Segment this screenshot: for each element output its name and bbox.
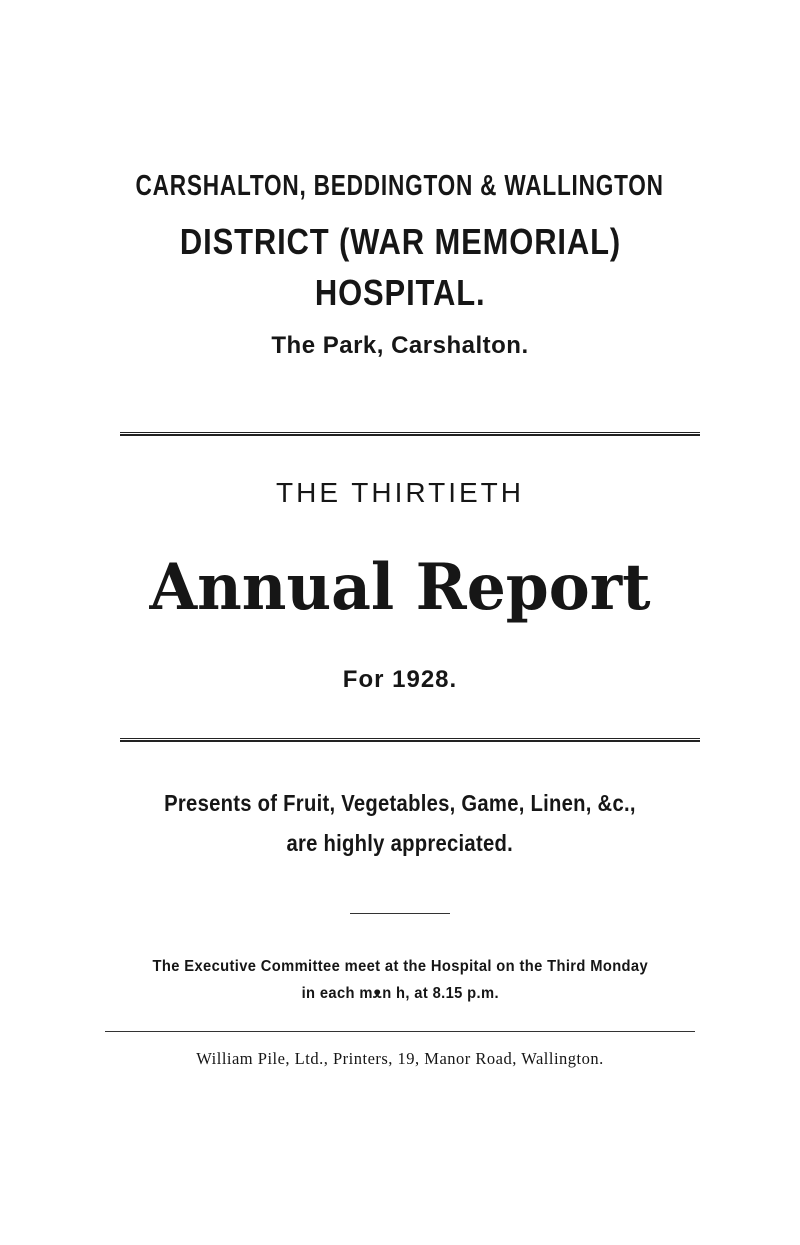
- short-divider: [350, 913, 450, 914]
- footer-divider: [105, 1031, 695, 1032]
- committee-line-1: [0, 958, 800, 976]
- hospital-name-line-3: [0, 272, 800, 314]
- committee-line-1-text: The Executive Committee meet at the Hospital on the Third Monday: [152, 958, 648, 975]
- double-rule-top: [120, 432, 700, 436]
- printer-imprint: William Pile, Ltd., Printers, 19, Manor Road, Wallington.: [196, 1049, 604, 1068]
- committee-line-2: [0, 985, 800, 1003]
- hospital-name-line-1: [0, 170, 800, 203]
- report-title: [0, 550, 800, 625]
- appeal-line-1-text: Presents of Fruit, Vegetables, Game, Linen, &c.,: [164, 790, 636, 816]
- report-year: For 1928.: [342, 666, 458, 693]
- hospital-name-line-2-text: DISTRICT (WAR MEMORIAL): [179, 221, 621, 262]
- hospital-name-line-1-text: CARSHALTON, BEDDINGTON & WALLINGTON: [135, 170, 665, 202]
- committee-line-2-text: in each mᴥn h, at 8.15 p.m.: [301, 985, 499, 1002]
- appeal-line-2-text: are highly appreciated.: [286, 830, 514, 856]
- report-ordinal: THE THIRTIETH: [276, 477, 524, 508]
- report-title-text: Annual Report: [149, 550, 651, 625]
- appeal-line-1: [0, 790, 800, 817]
- hospital-name-line-2: [0, 221, 800, 263]
- double-rule-bottom: [120, 738, 700, 742]
- appeal-line-2: [0, 830, 800, 857]
- hospital-name-line-3-text: HOSPITAL.: [314, 272, 486, 313]
- hospital-address: The Park, Carshalton.: [271, 332, 529, 359]
